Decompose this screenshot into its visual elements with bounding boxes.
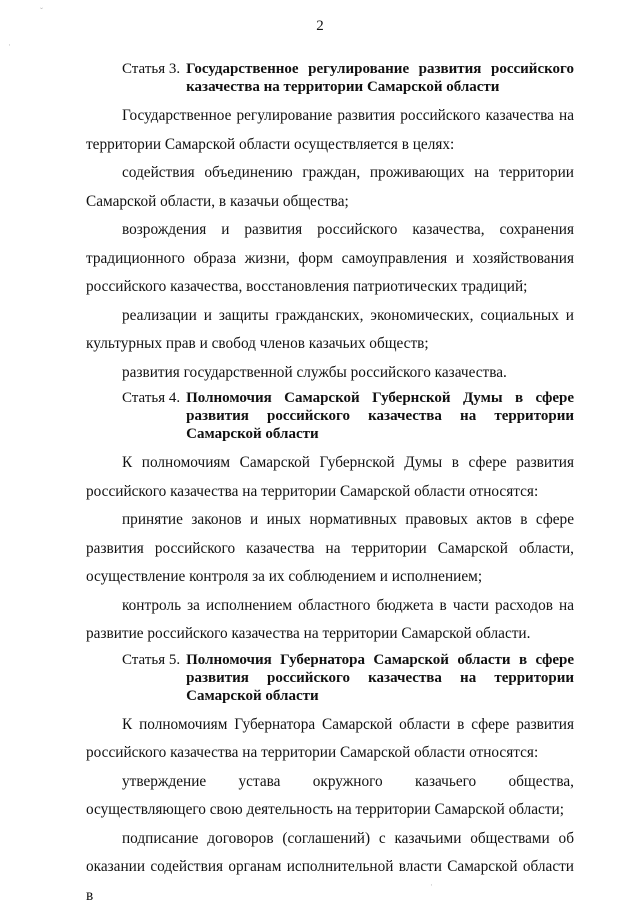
article-3-paragraph: реализации и защиты гражданских, экономических, социальных и культурных прав и свобод членов казачьих обществ; [86, 302, 574, 359]
article-5-title: Полномочия Губернатора Самарской области в сфере развития российского казачества на территории Самарской области [186, 651, 574, 705]
article-4-paragraph: контроль за исполнением областного бюджета в части расходов на развитие российского казачества на территории Самарской области. [86, 592, 574, 649]
article-3-paragraph: возрождения и развития российского казачества, сохранения традиционного образа жизни, форм самоуправления и хозяйствования российского казачества, восстановления патриотических традиций; [86, 216, 574, 302]
article-3-paragraph: Государственное регулирование развития российского казачества на территории Самарской области осуществляется в целях: [86, 102, 574, 159]
article-5-paragraph: подписание договоров (соглашений) с казачьими обществами об оказании содействия органам исполнительной власти Самарской области в [86, 825, 574, 910]
article-4-title: Полномочия Самарской Губернской Думы в сфере развития российского казачества на территории Самарской области [186, 389, 574, 443]
article-3-title: Государственное регулирование развития российского казачества на территории Самарской области [186, 60, 574, 96]
scan-mark: · [430, 880, 433, 890]
page-number: 2 [0, 18, 640, 35]
scan-mark: · [8, 40, 11, 50]
article-4-heading [86, 389, 574, 443]
article-3-paragraph: развития государственной службы российского казачества. [86, 359, 574, 388]
article-5-paragraph: К полномочиям Губернатора Самарской области в сфере развития российского казачества на территории Самарской области относятся: [86, 711, 574, 768]
article-4-label: Статья 4. [86, 389, 186, 407]
article-4-paragraph: К полномочиям Самарской Губернской Думы в сфере развития российского казачества на территории Самарской области относятся: [86, 449, 574, 506]
article-3-paragraph: содействия объединению граждан, проживающих на территории Самарской области, в казачьи общества; [86, 159, 574, 216]
document-body [86, 58, 574, 910]
article-4-paragraph: принятие законов и иных нормативных правовых актов в сфере развития российского казачества на территории Самарской области, осуществление контроля за их соблюдением и исполнением; [86, 506, 574, 592]
article-3-heading [86, 60, 574, 96]
article-5-heading [86, 651, 574, 705]
article-5-label: Статья 5. [86, 651, 186, 669]
article-5-paragraph: утверждение устава окружного казачьего общества, осуществляющего свою деятельность на территории Самарской области; [86, 768, 574, 825]
scan-mark: ˇ [40, 6, 43, 16]
article-3-label: Статья 3. [86, 60, 186, 78]
